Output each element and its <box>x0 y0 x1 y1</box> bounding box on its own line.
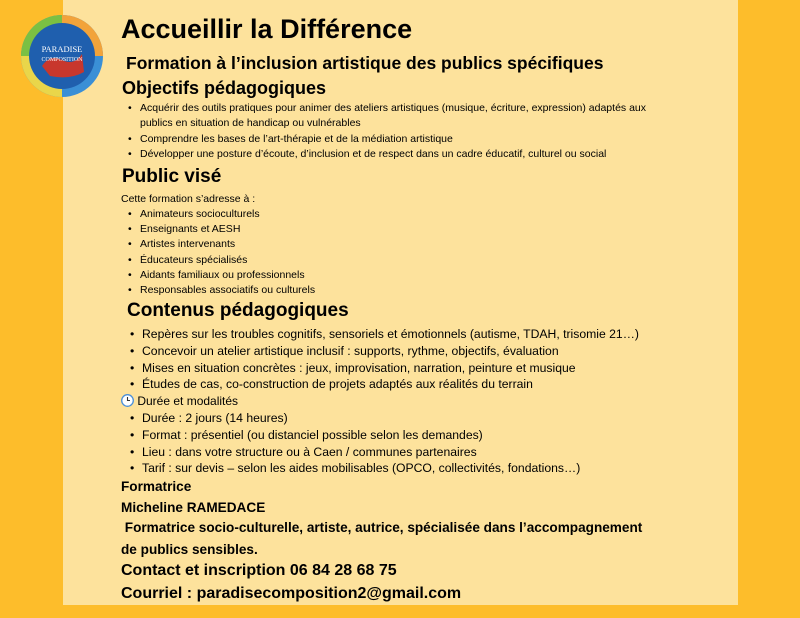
list-item: • Durée : 2 jours (14 heures) <box>142 411 288 425</box>
list-item: • Études de cas, co-construction de projets adaptés aux réalités du terrain <box>142 377 533 391</box>
email-line[interactable]: Courriel : paradisecomposition2@gmail.com <box>121 585 462 602</box>
list-item: • Aidants familiaux ou professionnels <box>140 269 305 281</box>
public-heading: Public visé <box>122 166 222 187</box>
list-item: • Développer une posture d’écoute, d’inclusion et de respect dans un cadre éducatif, culturel ou social <box>140 148 606 160</box>
svg-text:PARADISE: PARADISE <box>41 44 83 54</box>
formatrice-description-line2: de publics sensibles. <box>121 542 258 557</box>
contact-line: Contact et inscription 06 84 28 68 75 <box>121 562 397 579</box>
list-item: • Artistes intervenants <box>140 238 235 250</box>
list-item: • Format : présentiel (ou distanciel possible selon les demandes) <box>142 428 483 442</box>
list-item-continuation: publics en situation de handicap ou vulnérables <box>140 117 361 129</box>
list-item: • Concevoir un atelier artistique inclusif : supports, rythme, objectifs, évaluation <box>142 344 559 358</box>
page-title: Accueillir la Différence <box>121 14 413 44</box>
list-item: • Repères sur les troubles cognitifs, sensoriels et émotionnels (autisme, TDAH, trisomie 21…) <box>142 327 639 341</box>
list-item: • Comprendre les bases de l’art-thérapie et de la médiation artistique <box>140 133 453 145</box>
paradise-composition-logo <box>20 14 104 98</box>
list-item: • Mises en situation concrètes : jeux, improvisation, narration, peinture et musique <box>142 361 576 375</box>
list-item: • Tarif : sur devis – selon les aides mobilisables (OPCO, collectivités, fondations…) <box>142 461 580 475</box>
public-intro: Cette formation s’adresse à : <box>121 193 256 205</box>
list-item: • Responsables associatifs ou culturels <box>140 284 315 296</box>
list-item: • Lieu : dans votre structure ou à Caen / communes partenaires <box>142 445 477 459</box>
svg-text:COMPOSITION: COMPOSITION <box>41 57 83 63</box>
page-subtitle: Formation à l’inclusion artistique des publics spécifiques <box>126 53 604 73</box>
duree-heading-row <box>121 394 238 410</box>
list-item: • Animateurs socioculturels <box>140 208 260 220</box>
contenus-heading: Contenus pédagogiques <box>127 300 349 321</box>
list-item: • Enseignants et AESH <box>140 223 240 235</box>
list-item: • Acquérir des outils pratiques pour animer des ateliers artistiques (musique, écriture, expression) adaptés aux <box>140 102 646 114</box>
formatrice-heading: Formatrice <box>121 479 192 494</box>
list-item: • Éducateurs spécialisés <box>140 254 247 266</box>
duree-heading: Durée et modalités <box>137 394 239 408</box>
clock-icon <box>121 394 134 410</box>
formatrice-name: Micheline RAMEDACE <box>121 500 266 515</box>
formatrice-description-line1: Formatrice socio-culturelle, artiste, autrice, spécialisée dans l’accompagnement <box>121 520 643 535</box>
objectifs-heading: Objectifs pédagogiques <box>122 78 327 98</box>
